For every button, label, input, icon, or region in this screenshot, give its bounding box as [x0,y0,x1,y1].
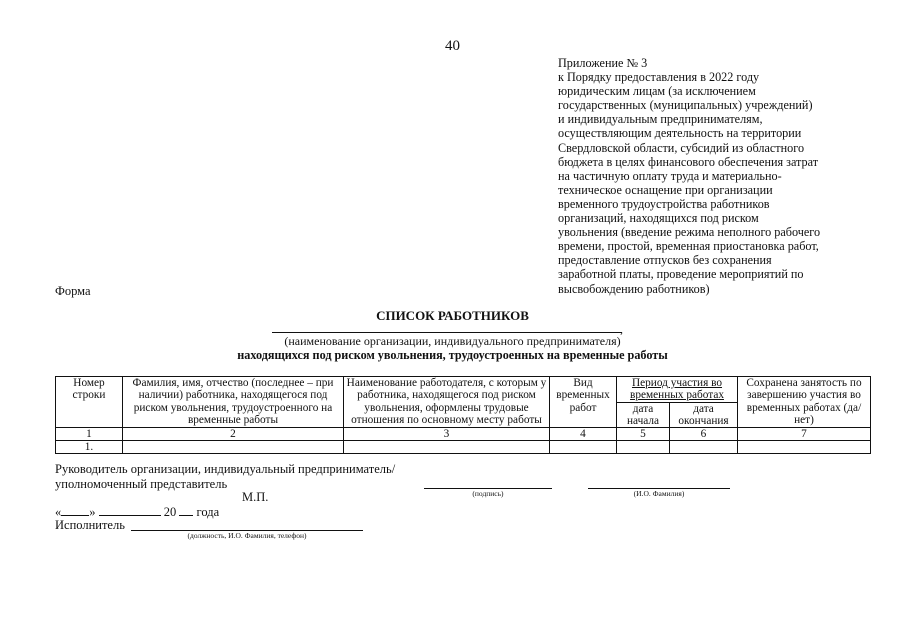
table-row [56,441,871,454]
appendix-header [558,56,888,296]
head-label-line-2: уполномоченный представитель [55,476,228,491]
date-close-quote: » [89,505,96,519]
year-suffix: года [196,505,220,519]
column-numbers-row [56,428,871,441]
appendix-line: Приложение № 3 [558,56,648,70]
employer-name-cell[interactable] [344,441,550,454]
row-number-cell: 1. [56,441,123,454]
appendix-line: и индивидуальным предпринимателям, [558,112,763,127]
head-signature-label [55,462,435,491]
column-number: 6 [670,428,738,441]
header-end-date: дата окончания [670,402,738,428]
document-title: СПИСОК РАБОТНИКОВ [376,308,529,323]
header-start-date: дата начала [617,402,670,428]
year-prefix: 20 [163,505,177,519]
appendix-line: бюджета в целях финансового обеспечения затрат [558,154,819,169]
appendix-line: увольнения (введение режима неполного рабочего [558,225,821,240]
appendix-line: осуществляющим деятельность на территории [558,126,802,141]
column-number: 7 [738,428,871,441]
organization-comma: , [620,322,623,336]
appendix-line: заработной платы, проведение мероприятий по [558,267,804,282]
appendix-line: Свердловской области, субсидий из областного [558,140,805,155]
header-employment-kept: Сохранена занятость по завершению участия во временных работах (да/нет) [738,377,871,428]
year-blank[interactable] [179,504,193,516]
start-date-cell[interactable] [617,441,670,454]
day-blank[interactable] [61,504,89,516]
fio-caption: (И.О. Фамилия) [633,489,685,498]
organization-name-line [272,322,622,333]
executor-caption: (должность, И.О. Фамилия, телефон) [187,531,307,540]
workers-table [55,376,871,454]
page-number: 40 [445,38,460,54]
signature-caption: (подпись) [472,489,504,498]
appendix-line: на частичную оплату труда и материально- [558,168,782,183]
document-subtitle: находящихся под риском увольнения, трудоустроенных на временные работы [237,348,668,362]
header-period [617,377,738,403]
date-open-quote: « [55,505,62,519]
work-type-cell[interactable] [550,441,617,454]
appendix-line: временного трудоустройства работников [558,196,770,211]
appendix-line: юридическим лицам (за исключением [558,84,756,99]
column-number: 2 [123,428,344,441]
end-date-cell[interactable] [670,441,738,454]
appendix-line: времени, простой, временная приостановка работ, [558,239,819,254]
executor-label: Исполнитель [55,518,125,532]
column-number: 5 [617,428,670,441]
head-label-line-1: Руководитель организации, индивидуальный предприниматель/ [55,462,396,476]
appendix-line: высвобождению работников) [558,281,710,296]
header-period-label: Период участия во временных работах [630,377,724,402]
header-employee-name: Фамилия, имя, отчество (последнее – при наличии) работника, находящегося под риском увольнения, трудоустроенного на временные работы [123,377,344,428]
employment-kept-cell[interactable] [738,441,871,454]
header-employer-name: Наименование работодателя, с которым у работника, находящегося под риском увольнения, оформлены трудовые отношения по основному месту работы [344,377,550,428]
header-work-type: Вид временных работ [550,377,617,428]
appendix-line: техническое оснащение при организации [558,182,773,197]
column-number: 1 [56,428,123,441]
appendix-line: к Порядку предоставления в 2022 году [558,70,760,85]
column-number: 4 [550,428,617,441]
column-number: 3 [344,428,550,441]
organization-caption: (наименование организации, индивидуального предпринимателя) [284,334,621,348]
form-label: Форма [55,284,91,298]
employee-name-cell[interactable] [123,441,344,454]
header-row-number: Номер строки [56,377,123,428]
month-blank[interactable] [99,504,161,516]
appendix-line: предоставление отпусков без сохранения [558,253,772,268]
appendix-line: государственных (муниципальных) учреждений) [558,98,813,113]
stamp-place: М.П. [242,490,269,504]
appendix-line: организаций, находящихся под риском [558,211,759,226]
table-header-row [56,377,871,403]
